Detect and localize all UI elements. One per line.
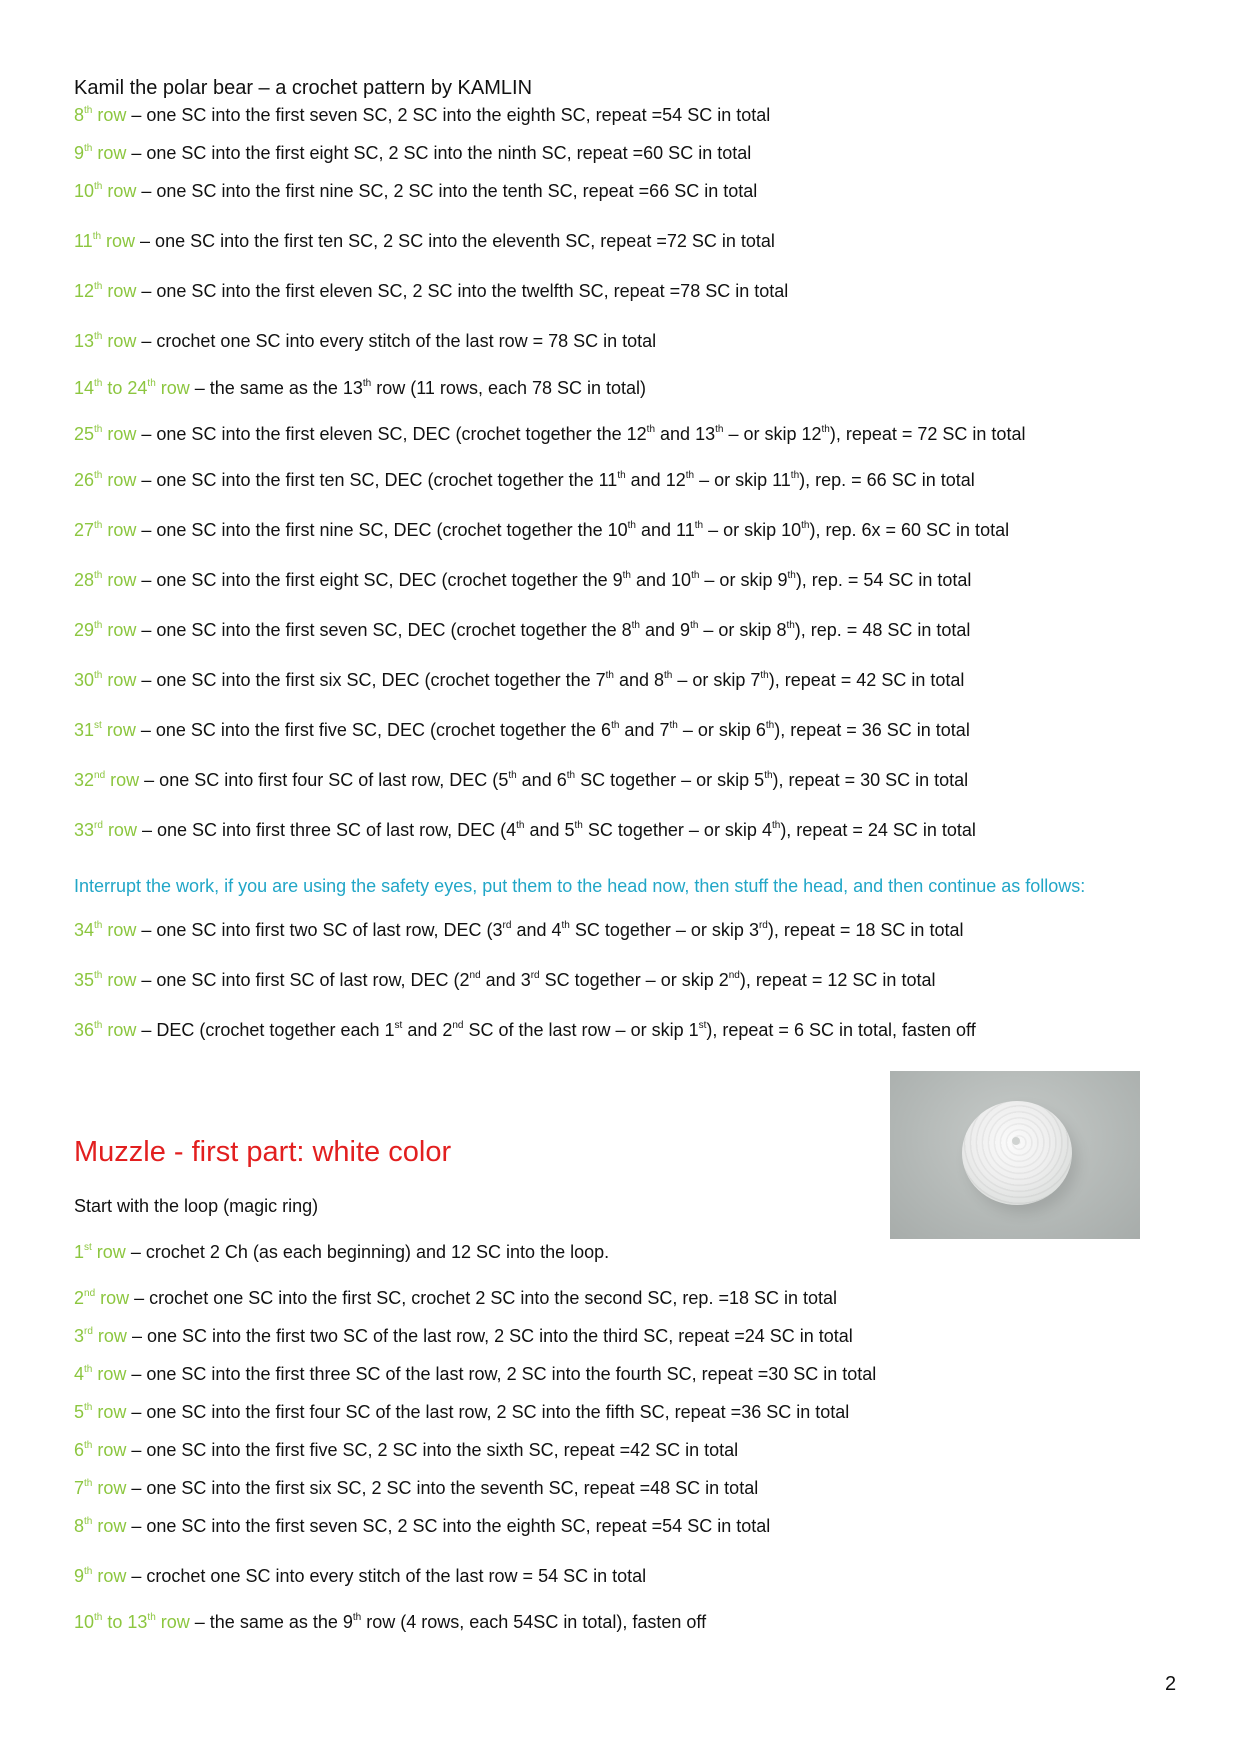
section-heading: Muzzle - first part: white color [74, 1136, 452, 1168]
ordinal-suffix: th [694, 520, 704, 531]
row-instruction: – crochet 2 Ch (as each beginning) and 12 SC into the loop. [125, 1242, 610, 1262]
ordinal-suffix: th [685, 470, 695, 481]
ordinal-suffix: th [84, 1478, 93, 1489]
ordinal-suffix: th [94, 181, 103, 192]
crochet-ball-image [962, 1101, 1072, 1205]
ordinal-suffix: nd [728, 970, 740, 981]
row-instruction: – the same as the 13th row (11 rows, each 78 SC in total) [189, 378, 647, 398]
row-number-label: 4th row [74, 1364, 127, 1384]
pattern-row [74, 1324, 853, 1348]
ordinal-suffix: th [566, 770, 576, 781]
row-instruction: – one SC into the first seven SC, 2 SC into the eighth SC, repeat =54 SC in total [126, 1516, 771, 1536]
pattern-row [74, 1610, 706, 1634]
ordinal-suffix: st [94, 720, 102, 731]
ordinal-suffix: rd [502, 920, 512, 931]
ordinal-suffix: th [94, 1612, 103, 1623]
row-number-label: 7th row [74, 1478, 127, 1498]
pattern-row [74, 818, 976, 842]
row-instruction: – one SC into the first ten SC, 2 SC into the eleventh SC, repeat =72 SC in total [135, 231, 775, 251]
pattern-row [74, 422, 1025, 446]
pattern-row [74, 1286, 837, 1310]
ordinal-suffix: st [698, 1020, 707, 1031]
row-instruction: – one SC into the first six SC, 2 SC into the seventh SC, repeat =48 SC in total [126, 1478, 759, 1498]
ordinal-suffix: th [764, 770, 773, 781]
ordinal-suffix: th [605, 670, 614, 681]
row-number-label: 25th row [74, 424, 137, 444]
row-number-label: 3rd row [74, 1326, 127, 1346]
ordinal-suffix: nd [452, 1020, 464, 1031]
row-number-label: 27th row [74, 520, 137, 540]
row-instruction: – DEC (crochet together each 1st and 2nd SC of the last row – or skip 1st), repeat = 6 SC in total, fasten off [136, 1020, 976, 1040]
row-number-label: 9th row [74, 1566, 127, 1586]
row-number-label: 9th row [74, 143, 127, 163]
ordinal-suffix: th [94, 970, 103, 981]
row-instruction: – crochet one SC into every stitch of the last row = 54 SC in total [126, 1566, 647, 1586]
row-number-label: 14th to 24th row [74, 378, 190, 398]
ordinal-suffix: th [622, 570, 631, 581]
pattern-row [74, 141, 751, 165]
ordinal-suffix: nd [469, 970, 481, 981]
row-number-label: 34th row [74, 920, 137, 940]
ordinal-suffix: th [94, 424, 103, 435]
ordinal-suffix: th [94, 331, 103, 342]
ordinal-suffix: th [147, 378, 156, 389]
ordinal-suffix: th [94, 281, 103, 292]
ordinal-suffix: nd [84, 1288, 96, 1299]
ordinal-suffix: th [790, 470, 800, 481]
ordinal-suffix: th [765, 720, 775, 731]
row-instruction: – the same as the 9th row (4 rows, each 54SC in total), fasten off [189, 1612, 707, 1632]
row-instruction: – one SC into the first five SC, DEC (crochet together the 6th and 7th – or skip 6th), repeat = 36 SC in total [135, 720, 970, 740]
ordinal-suffix: th [94, 620, 103, 631]
ordinal-suffix: th [516, 820, 525, 831]
ordinal-suffix: th [771, 820, 781, 831]
ordinal-suffix: th [94, 920, 103, 931]
ordinal-suffix: th [362, 378, 372, 389]
ordinal-suffix: th [84, 1364, 93, 1375]
pattern-row [74, 376, 646, 400]
ordinal-suffix: th [84, 1566, 93, 1577]
pattern-row [74, 1362, 876, 1386]
row-instruction: – one SC into the first eight SC, 2 SC into the ninth SC, repeat =60 SC in total [126, 143, 752, 163]
pattern-row [74, 968, 935, 992]
row-instruction: – one SC into first four SC of last row, DEC (5th and 6th SC together – or skip 5th), repeat = 30 SC in total [139, 770, 969, 790]
ordinal-suffix: th [94, 570, 103, 581]
ordinal-suffix: th [627, 520, 636, 531]
intro-text: Start with the loop (magic ring) [74, 1196, 319, 1216]
pattern-row [74, 468, 975, 492]
ordinal-suffix: th [669, 720, 678, 731]
ordinal-suffix: th [691, 570, 700, 581]
pattern-row [74, 918, 963, 942]
pattern-row [74, 1400, 849, 1424]
ordinal-suffix: th [147, 1612, 156, 1623]
row-number-label: 5th row [74, 1402, 127, 1422]
row-number-label: 13th row [74, 331, 137, 351]
ordinal-suffix: th [94, 378, 103, 389]
row-number-label: 6th row [74, 1440, 127, 1460]
row-instruction: – one SC into the first five SC, 2 SC into the sixth SC, repeat =42 SC in total [126, 1440, 739, 1460]
row-number-label: 26th row [74, 470, 137, 490]
row-number-label: 8th row [74, 1516, 127, 1536]
ordinal-suffix: th [84, 143, 93, 154]
ordinal-suffix: th [617, 470, 626, 481]
row-number-label: 29th row [74, 620, 137, 640]
row-number-label: 1st row [74, 1242, 126, 1262]
ordinal-suffix: th [664, 670, 673, 681]
row-number-label: 35th row [74, 970, 137, 990]
ordinal-suffix: th [646, 424, 656, 435]
row-instruction: – one SC into the first four SC of the last row, 2 SC into the fifth SC, repeat =36 SC in total [126, 1402, 850, 1422]
page-title: Kamil the polar bear – a crochet pattern by KAMLIN [74, 77, 533, 99]
row-number-label: 11th row [74, 231, 136, 251]
row-number-label: 10th to 13th row [74, 1612, 190, 1632]
ordinal-suffix: st [84, 1242, 92, 1253]
pattern-row [74, 668, 964, 692]
ordinal-suffix: th [561, 920, 570, 931]
row-instruction: – one SC into the first seven SC, DEC (crochet together the 8th and 9th – or skip 8th), rep. = 48 SC in total [136, 620, 971, 640]
ordinal-suffix: th [84, 1402, 93, 1413]
row-number-label: 28th row [74, 570, 137, 590]
row-instruction: – one SC into the first nine SC, DEC (crochet together the 10th and 11th – or skip 10th), rep. 6x = 60 SC in total [136, 520, 1010, 540]
ordinal-suffix: th [84, 105, 93, 116]
row-number-label: 32nd row [74, 770, 140, 790]
row-instruction: – one SC into first three SC of last row, DEC (4th and 5th SC together – or skip 4th), repeat = 24 SC in total [136, 820, 976, 840]
pattern-row [74, 1476, 758, 1500]
pattern-row [74, 568, 971, 592]
row-number-label: 31st row [74, 720, 136, 740]
row-number-label: 2nd row [74, 1288, 130, 1308]
pattern-row [74, 279, 788, 303]
row-number-label: 8th row [74, 105, 127, 125]
pattern-row [74, 518, 1009, 542]
ordinal-suffix: th [94, 520, 103, 531]
ordinal-suffix: th [92, 231, 102, 242]
ordinal-suffix: th [786, 620, 795, 631]
row-instruction: – crochet one SC into every stitch of the last row = 78 SC in total [136, 331, 657, 351]
pattern-row [74, 1438, 738, 1462]
pattern-row [74, 229, 775, 253]
ordinal-suffix: th [760, 670, 769, 681]
row-instruction: – one SC into the first eleven SC, DEC (crochet together the 12th and 13th – or skip 12th), repeat = 72 SC in total [136, 424, 1026, 444]
ordinal-suffix: rd [84, 1326, 93, 1337]
row-instruction: – one SC into the first eleven SC, 2 SC into the twelfth SC, repeat =78 SC in total [136, 281, 789, 301]
ordinal-suffix: th [84, 1516, 93, 1527]
row-instruction: – one SC into the first ten SC, DEC (crochet together the 11th and 12th – or skip 11th), rep. = 66 SC in total [136, 470, 975, 490]
row-instruction: – one SC into the first eight SC, DEC (crochet together the 9th and 10th – or skip 9th), rep. = 54 SC in total [136, 570, 972, 590]
ordinal-suffix: th [574, 820, 583, 831]
pattern-row [74, 103, 770, 127]
row-instruction: – crochet one SC into the first SC, crochet 2 SC into the second SC, rep. =18 SC in total [129, 1288, 838, 1308]
row-number-label: 33rd row [74, 820, 137, 840]
pattern-row [74, 1514, 770, 1538]
pattern-row [74, 768, 968, 792]
safety-eyes-note: Interrupt the work, if you are using the safety eyes, put them to the head now, then stuff the head, and then continue as follows: [74, 876, 1086, 896]
pattern-row [74, 1240, 609, 1264]
ordinal-suffix: th [611, 720, 620, 731]
pattern-row [74, 1018, 976, 1042]
row-number-label: 30th row [74, 670, 137, 690]
row-instruction: – one SC into the first seven SC, 2 SC into the eighth SC, repeat =54 SC in total [126, 105, 771, 125]
ordinal-suffix: rd [530, 970, 540, 981]
row-number-label: 12th row [74, 281, 137, 301]
pattern-row [74, 329, 656, 353]
ordinal-suffix: st [394, 1020, 403, 1031]
row-instruction: – one SC into the first six SC, DEC (crochet together the 7th and 8th – or skip 7th), repeat = 42 SC in total [136, 670, 965, 690]
ordinal-suffix: th [84, 1440, 93, 1451]
row-instruction: – one SC into first two SC of last row, DEC (3rd and 4th SC together – or skip 3rd), repeat = 18 SC in total [136, 920, 964, 940]
crocheted-head-photo [890, 1071, 1140, 1239]
row-number-label: 10th row [74, 181, 137, 201]
ordinal-suffix: th [801, 520, 810, 531]
ordinal-suffix: th [94, 470, 103, 481]
page-number: 2 [1165, 1673, 1177, 1695]
row-instruction: – one SC into first SC of last row, DEC (2nd and 3rd SC together – or skip 2nd), repeat = 12 SC in total [136, 970, 936, 990]
row-instruction: – one SC into the first two SC of the last row, 2 SC into the third SC, repeat =24 SC in total [126, 1326, 853, 1346]
row-number-label: 36th row [74, 1020, 137, 1040]
pattern-row [74, 179, 757, 203]
ordinal-suffix: th [352, 1612, 362, 1623]
row-instruction: – one SC into the first three SC of the last row, 2 SC into the fourth SC, repeat =30 SC in total [126, 1364, 877, 1384]
ordinal-suffix: th [787, 570, 796, 581]
ordinal-suffix: th [508, 770, 517, 781]
pattern-row [74, 618, 970, 642]
pattern-row [74, 1564, 646, 1588]
ordinal-suffix: th [94, 1020, 103, 1031]
ordinal-suffix: nd [94, 770, 106, 781]
ordinal-suffix: rd [758, 920, 768, 931]
row-instruction: – one SC into the first nine SC, 2 SC into the tenth SC, repeat =66 SC in total [136, 181, 758, 201]
ordinal-suffix: th [821, 424, 830, 435]
pattern-row [74, 718, 970, 742]
ordinal-suffix: rd [94, 820, 103, 831]
ordinal-suffix: th [715, 424, 724, 435]
ordinal-suffix: th [690, 620, 699, 631]
ordinal-suffix: th [94, 670, 103, 681]
ordinal-suffix: th [631, 620, 640, 631]
